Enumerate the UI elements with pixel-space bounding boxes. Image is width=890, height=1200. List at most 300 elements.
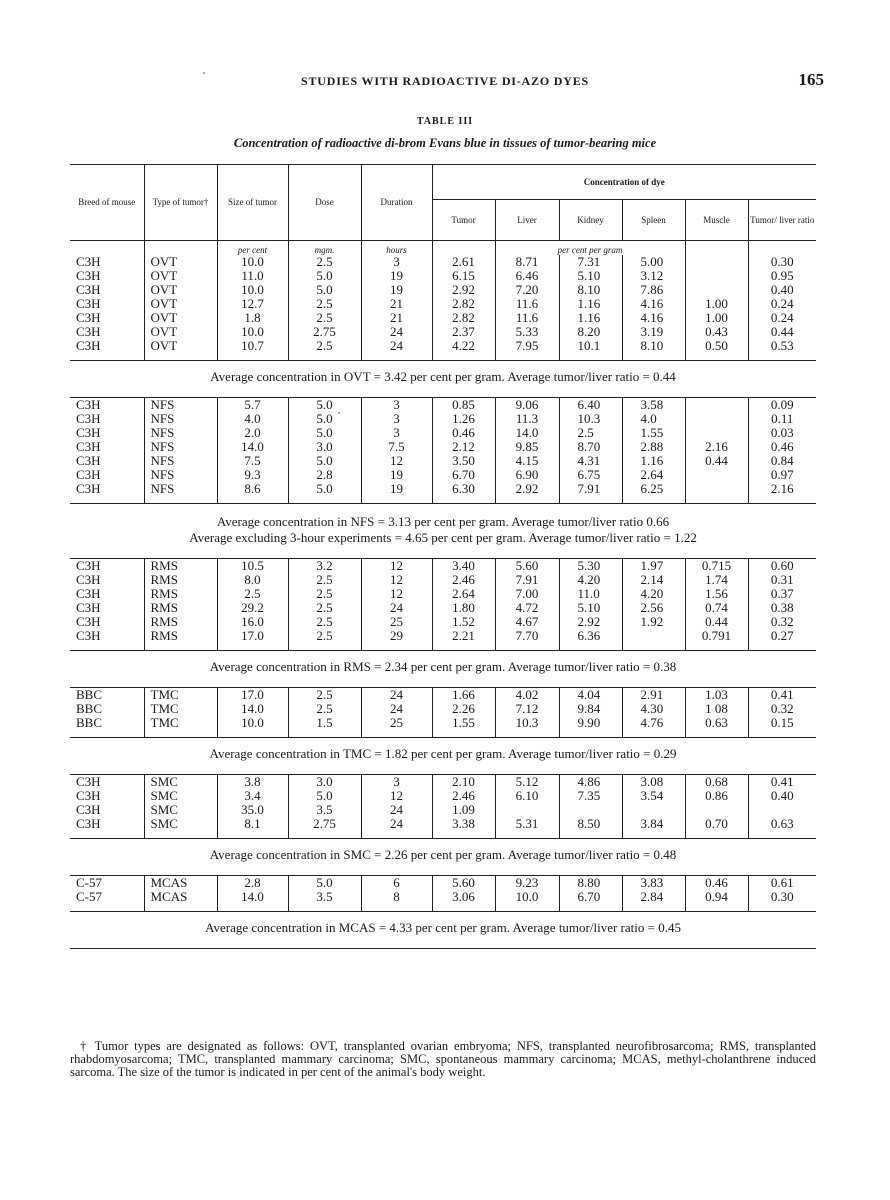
cell-ratio: 0.40: [770, 788, 794, 803]
cell-duration: 3: [361, 775, 432, 790]
cell-tumor: 2.82: [432, 311, 495, 325]
units-breed: [70, 241, 144, 256]
cell-muscle: 0.63: [685, 716, 748, 730]
cell-spleen: [622, 629, 685, 643]
spacer-cell: [217, 353, 288, 361]
cell-ratio: 0.44: [770, 324, 794, 339]
spacer-cell: [432, 496, 495, 504]
spacer-cell: [361, 730, 432, 738]
cell-dose: 3.0: [288, 440, 361, 454]
cell-muscle: 0.94: [685, 890, 748, 904]
cell-size: 17.0: [217, 688, 288, 703]
cell-kidney: 8.50: [559, 817, 622, 831]
cell-kidney: 4.20: [559, 573, 622, 587]
table-group: [70, 255, 816, 398]
cell-size: 7.5: [217, 454, 288, 468]
cell-size: 10.5: [217, 559, 288, 574]
page-number: 165: [798, 70, 824, 89]
table-row: [70, 789, 816, 803]
spacer-cell: [622, 904, 685, 912]
cell-type: OVT: [144, 255, 217, 269]
cell-duration: 8: [361, 890, 432, 904]
cell-tumor: 2.26: [432, 702, 495, 716]
cell-breed: C3H: [70, 468, 144, 482]
header-dose: Dose: [288, 165, 361, 241]
cell-muscle: [685, 803, 748, 817]
cell-liver: 7.12: [495, 702, 559, 716]
cell-breed: C3H: [70, 311, 144, 325]
cell-tumor: 5.60: [432, 876, 495, 891]
cell-duration: 12: [361, 587, 432, 601]
cell-dose: 2.5: [288, 573, 361, 587]
header-tumor: Tumor: [432, 200, 495, 241]
cell-kidney: 5.10: [559, 601, 622, 615]
cell-muscle: 0.70: [685, 817, 748, 831]
cell-ratio: 0.11: [771, 411, 794, 426]
cell-type: SMC: [144, 803, 217, 817]
cell-spleen: 2.91: [622, 688, 685, 703]
cell-size: 14.0: [217, 440, 288, 454]
cell-ratio: 2.16: [770, 481, 794, 496]
spacer-cell: [622, 643, 685, 651]
cell-size: 35.0: [217, 803, 288, 817]
header-ratio: Tumor/ liver ratio: [750, 214, 815, 225]
cell-breed: C3H: [70, 339, 144, 353]
cell-tumor: 2.64: [432, 587, 495, 601]
cell-tumor: 2.37: [432, 325, 495, 339]
cell-tumor: 2.46: [432, 789, 495, 803]
cell-dose: 2.5: [288, 339, 361, 353]
cell-liver: 4.15: [495, 454, 559, 468]
table-row: [70, 412, 816, 426]
table-row: [70, 255, 816, 269]
cell-ratio: 0.15: [770, 715, 794, 730]
table-row: [70, 702, 816, 716]
cell-type: OVT: [144, 339, 217, 353]
cell-liver: 7.70: [495, 629, 559, 643]
cell-kidney: 6.75: [559, 468, 622, 482]
cell-type: NFS: [144, 482, 217, 496]
cell-kidney: [559, 803, 622, 817]
header-breed: Breed of mouse: [70, 165, 144, 241]
cell-kidney: 6.36: [559, 629, 622, 643]
cell-dose: 2.5: [288, 297, 361, 311]
spacer-cell: [685, 904, 748, 912]
cell-size: 12.7: [217, 297, 288, 311]
cell-duration: 19: [361, 269, 432, 283]
cell-type: OVT: [144, 283, 217, 297]
cell-size: 5.7: [217, 398, 288, 413]
cell-size: 3.4: [217, 789, 288, 803]
cell-spleen: [622, 803, 685, 817]
average-row: [70, 361, 816, 398]
cell-dose: 2.5: [288, 587, 361, 601]
cell-muscle: [685, 482, 748, 496]
cell-duration: 21: [361, 297, 432, 311]
cell-kidney: 8.70: [559, 440, 622, 454]
group-spacer: [70, 496, 816, 504]
cell-duration: 3: [361, 412, 432, 426]
cell-tumor: 0.85: [432, 398, 495, 413]
spacer-cell: [361, 904, 432, 912]
spacer-cell: [622, 730, 685, 738]
spacer-cell: [622, 831, 685, 839]
cell-type: RMS: [144, 587, 217, 601]
cell-kidney: 9.90: [559, 716, 622, 730]
cell-dose: 3.5: [288, 803, 361, 817]
cell-breed: BBC: [70, 688, 144, 703]
cell-tumor: 4.22: [432, 339, 495, 353]
cell-ratio: 0.97: [770, 467, 794, 482]
cell-spleen: 2.88: [622, 440, 685, 454]
units-ratio: [748, 241, 816, 256]
cell-kidney: 4.04: [559, 688, 622, 703]
spacer-cell: [432, 904, 495, 912]
cell-dose: 5.0: [288, 412, 361, 426]
cell-liver: 10.3: [495, 716, 559, 730]
cell-spleen: 3.54: [622, 789, 685, 803]
spacer-cell: [559, 730, 622, 738]
cell-ratio: 0.09: [770, 397, 794, 412]
cell-muscle: [685, 426, 748, 440]
table-row: [70, 269, 816, 283]
cell-type: NFS: [144, 440, 217, 454]
cell-dose: 2.8: [288, 468, 361, 482]
cell-ratio: 0.46: [770, 439, 794, 454]
cell-type: TMC: [144, 688, 217, 703]
cell-spleen: 3.19: [622, 325, 685, 339]
cell-duration: 19: [361, 482, 432, 496]
cell-muscle: 0.74: [685, 601, 748, 615]
spacer-cell: [288, 831, 361, 839]
group-spacer: [70, 643, 816, 651]
cell-type: NFS: [144, 398, 217, 413]
cell-spleen: 4.20: [622, 587, 685, 601]
units-size: per cent: [217, 241, 288, 256]
cell-liver: 5.12: [495, 775, 559, 790]
cell-tumor: 2.10: [432, 775, 495, 790]
cell-dose: 5.0: [288, 482, 361, 496]
spacer-cell: [432, 643, 495, 651]
cell-type: OVT: [144, 297, 217, 311]
cell-liver: 4.67: [495, 615, 559, 629]
cell-kidney: 8.10: [559, 283, 622, 297]
spacer-cell: [144, 831, 217, 839]
cell-liver: 8.71: [495, 255, 559, 269]
cell-breed: C3H: [70, 803, 144, 817]
spacer-cell: [432, 353, 495, 361]
spacer-cell: [685, 643, 748, 651]
cell-type: NFS: [144, 426, 217, 440]
cell-dose: 3.5: [288, 890, 361, 904]
cell-muscle: [685, 412, 748, 426]
cell-size: 2.5: [217, 587, 288, 601]
cell-kidney: 6.70: [559, 890, 622, 904]
cell-duration: 3: [361, 398, 432, 413]
spacer-cell: [288, 353, 361, 361]
units-tumor: [432, 241, 495, 256]
cell-size: 9.3: [217, 468, 288, 482]
cell-kidney: 1.16: [559, 297, 622, 311]
cell-muscle: 1 08: [685, 702, 748, 716]
cell-liver: 9.85: [495, 440, 559, 454]
spacer-cell: [559, 643, 622, 651]
cell-ratio: 0.61: [770, 875, 794, 890]
cell-muscle: 1.03: [685, 688, 748, 703]
cell-duration: 19: [361, 468, 432, 482]
cell-duration: 3: [361, 426, 432, 440]
cell-muscle: 0.68: [685, 775, 748, 790]
table-row: [70, 890, 816, 904]
spacer-cell: [685, 496, 748, 504]
cell-dose: 2.5: [288, 629, 361, 643]
cell-spleen: 2.56: [622, 601, 685, 615]
cell-dose: 5.0: [288, 876, 361, 891]
cell-size: 3.8: [217, 775, 288, 790]
cell-type: OVT: [144, 311, 217, 325]
cell-type: MCAS: [144, 890, 217, 904]
average-row: [70, 912, 816, 949]
cell-spleen: 1.16: [622, 454, 685, 468]
spacer-cell: [288, 496, 361, 504]
cell-breed: C3H: [70, 559, 144, 574]
cell-duration: 24: [361, 817, 432, 831]
cell-ratio: 0.03: [770, 425, 794, 440]
average-summary: Average concentration in MCAS = 4.33 per cent per gram. Average tumor/liver ratio = 0.45: [205, 920, 681, 935]
cell-kidney: 10.3: [559, 412, 622, 426]
units-muscle: [685, 241, 748, 256]
cell-spleen: 4.76: [622, 716, 685, 730]
table-group: [70, 775, 816, 876]
cell-liver: 9.23: [495, 876, 559, 891]
cell-liver: 2.92: [495, 482, 559, 496]
cell-dose: 2.5: [288, 615, 361, 629]
cell-spleen: 1.92: [622, 615, 685, 629]
cell-kidney: 11.0: [559, 587, 622, 601]
cell-duration: 12: [361, 573, 432, 587]
spacer-cell: [70, 496, 144, 504]
print-speck: [338, 412, 340, 414]
average-row: [70, 839, 816, 876]
spacer-cell: [70, 643, 144, 651]
cell-liver: 5.31: [495, 817, 559, 831]
cell-dose: 2.75: [288, 325, 361, 339]
cell-muscle: 1.74: [685, 573, 748, 587]
cell-tumor: 0.46: [432, 426, 495, 440]
cell-type: TMC: [144, 702, 217, 716]
spacer-cell: [748, 643, 816, 651]
cell-breed: C3H: [70, 615, 144, 629]
header-size: Size of tumor: [217, 165, 288, 241]
cell-kidney: 2.5: [559, 426, 622, 440]
cell-dose: 5.0: [288, 426, 361, 440]
table-group: [70, 398, 816, 559]
cell-muscle: 0.50: [685, 339, 748, 353]
spacer-cell: [495, 496, 559, 504]
cell-type: SMC: [144, 817, 217, 831]
cell-ratio: 0.63: [770, 816, 794, 831]
cell-ratio: 0.24: [770, 296, 794, 311]
cell-breed: C3H: [70, 398, 144, 413]
cell-tumor: 1.55: [432, 716, 495, 730]
cell-muscle: [685, 468, 748, 482]
spacer-cell: [622, 496, 685, 504]
cell-liver: 7.20: [495, 283, 559, 297]
cell-duration: 12: [361, 559, 432, 574]
cell-liver: 10.0: [495, 890, 559, 904]
spacer-cell: [432, 730, 495, 738]
cell-type: RMS: [144, 601, 217, 615]
cell-tumor: 6.30: [432, 482, 495, 496]
cell-size: 10.0: [217, 283, 288, 297]
cell-dose: 5.0: [288, 398, 361, 413]
cell-type: OVT: [144, 269, 217, 283]
cell-kidney: 7.91: [559, 482, 622, 496]
cell-tumor: 2.12: [432, 440, 495, 454]
spacer-cell: [748, 496, 816, 504]
cell-spleen: 2.14: [622, 573, 685, 587]
cell-duration: 24: [361, 325, 432, 339]
cell-tumor: 1.26: [432, 412, 495, 426]
cell-type: RMS: [144, 559, 217, 574]
cell-liver: 5.33: [495, 325, 559, 339]
cell-liver: 5.60: [495, 559, 559, 574]
cell-spleen: 4.0: [622, 412, 685, 426]
cell-muscle: 0.46: [685, 876, 748, 891]
cell-tumor: 1.66: [432, 688, 495, 703]
cell-liver: 4.02: [495, 688, 559, 703]
average-row: [70, 738, 816, 775]
cell-ratio: 0.24: [770, 310, 794, 325]
average-row: [70, 504, 816, 559]
cell-kidney: 4.86: [559, 775, 622, 790]
spacer-cell: [288, 904, 361, 912]
spacer-cell: [432, 831, 495, 839]
cell-duration: 24: [361, 688, 432, 703]
spacer-cell: [495, 831, 559, 839]
cell-duration: 24: [361, 601, 432, 615]
cell-type: MCAS: [144, 876, 217, 891]
cell-dose: 2.5: [288, 688, 361, 703]
spacer-cell: [361, 353, 432, 361]
spacer-cell: [559, 353, 622, 361]
cell-size: 10.0: [217, 255, 288, 269]
cell-spleen: 6.25: [622, 482, 685, 496]
header-spleen: Spleen: [622, 200, 685, 241]
cell-liver: 6.46: [495, 269, 559, 283]
cell-dose: 2.5: [288, 702, 361, 716]
cell-breed: C3H: [70, 775, 144, 790]
cell-duration: 6: [361, 876, 432, 891]
cell-spleen: 5.00: [622, 255, 685, 269]
cell-duration: 24: [361, 803, 432, 817]
table-group: [70, 559, 816, 688]
table-row: [70, 688, 816, 703]
cell-type: NFS: [144, 468, 217, 482]
table-row: [70, 775, 816, 790]
cell-liver: 4.72: [495, 601, 559, 615]
table-row: [70, 716, 816, 730]
spacer-cell: [217, 496, 288, 504]
cell-liver: 11.3: [495, 412, 559, 426]
spacer-cell: [288, 730, 361, 738]
table-group: [70, 688, 816, 775]
cell-kidney: 8.80: [559, 876, 622, 891]
cell-breed: C3H: [70, 255, 144, 269]
cell-kidney: 5.10: [559, 269, 622, 283]
cell-dose: 5.0: [288, 283, 361, 297]
cell-ratio: 0.84: [770, 453, 794, 468]
cell-spleen: 2.64: [622, 468, 685, 482]
cell-breed: C3H: [70, 325, 144, 339]
cell-spleen: 4.30: [622, 702, 685, 716]
cell-liver: 11.6: [495, 297, 559, 311]
cell-breed: C3H: [70, 440, 144, 454]
table-row: [70, 398, 816, 413]
cell-liver: 14.0: [495, 426, 559, 440]
running-title: STUDIES WITH RADIOACTIVE DI-AZO DYES: [301, 74, 589, 88]
cell-dose: 2.5: [288, 255, 361, 269]
cell-ratio: 0.32: [770, 701, 794, 716]
cell-liver: 6.90: [495, 468, 559, 482]
cell-duration: 3: [361, 255, 432, 269]
spacer-cell: [217, 904, 288, 912]
cell-breed: C-57: [70, 876, 144, 891]
spacer-cell: [144, 730, 217, 738]
cell-duration: 24: [361, 702, 432, 716]
table-row: [70, 876, 816, 891]
cell-duration: 25: [361, 615, 432, 629]
cell-ratio: 0.27: [770, 628, 794, 643]
spacer-cell: [748, 831, 816, 839]
spacer-cell: [144, 643, 217, 651]
cell-size: 8.1: [217, 817, 288, 831]
cell-tumor: 2.82: [432, 297, 495, 311]
cell-liver: 7.00: [495, 587, 559, 601]
cell-size: 8.0: [217, 573, 288, 587]
cell-duration: 7.5: [361, 440, 432, 454]
cell-tumor: 3.50: [432, 454, 495, 468]
table-row: [70, 440, 816, 454]
spacer-cell: [144, 496, 217, 504]
spacer-cell: [748, 353, 816, 361]
table-row: [70, 297, 816, 311]
cell-muscle: 0.44: [685, 454, 748, 468]
units-type: [144, 241, 217, 256]
spacer-cell: [70, 353, 144, 361]
cell-dose: 3.2: [288, 559, 361, 574]
cell-tumor: 1.52: [432, 615, 495, 629]
cell-muscle: 0.715: [685, 559, 748, 574]
cell-size: 11.0: [217, 269, 288, 283]
spacer-cell: [495, 353, 559, 361]
average-row: [70, 651, 816, 688]
cell-breed: C3H: [70, 587, 144, 601]
group-spacer: [70, 831, 816, 839]
average-summary: Average concentration in NFS = 3.13 per cent per gram. Average tumor/liver ratio 0.66: [216, 514, 670, 529]
cell-dose: 1.5: [288, 716, 361, 730]
cell-breed: C3H: [70, 482, 144, 496]
cell-type: SMC: [144, 789, 217, 803]
cell-kidney: 10.1: [559, 339, 622, 353]
cell-spleen: 3.12: [622, 269, 685, 283]
table-row: [70, 629, 816, 643]
group-spacer: [70, 730, 816, 738]
cell-size: 1.8: [217, 311, 288, 325]
cell-spleen: 3.08: [622, 775, 685, 790]
cell-dose: 5.0: [288, 269, 361, 283]
cell-ratio: 0.30: [770, 254, 794, 269]
